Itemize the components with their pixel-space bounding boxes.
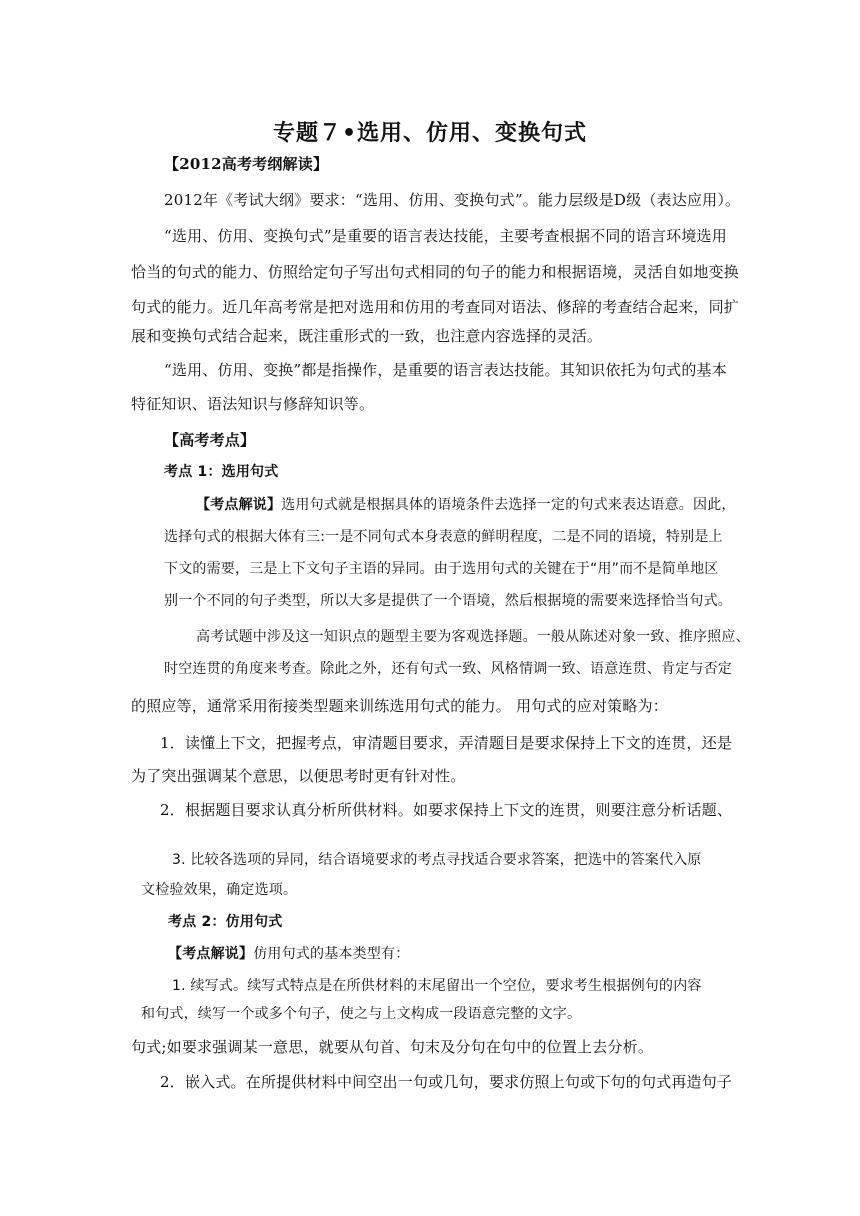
paragraph-line: “选用、仿用、变换句式”是重要的语言表达技能，主要考查根据不同的语言环境选用 xyxy=(164,227,727,245)
paragraph-line: 句式;如要求强调某一意思，就要从句首、句末及分句在句中的位置上去分析。 xyxy=(131,1038,654,1056)
paragraph-line: 句式的能力。近几年高考常是把对选用和仿用的考查同对语法、修辞的考查结合起来，同扩 xyxy=(131,298,740,316)
paragraph-syllabus-requirement: 2012年《考试大纲》要求：“选用、仿用、变换句式”。能力层级是D级（表达应用）。 xyxy=(164,191,741,209)
list-item-1: 1．读懂上下文，把握考点，审清题目要求，弄清题目是要求保持上下文的连贯，还是 xyxy=(160,734,733,752)
paragraph-line: 的照应等，通常采用衔接类型题来训练选用句式的能力。 用句式的应对策略为： xyxy=(131,697,668,715)
page-title: 专题７•选用、仿用、变换句式 xyxy=(272,121,588,146)
paragraph-line: 高考试题中涉及这一知识点的题型主要为客观选择题。一般从陈述对象一致、推序照应、 xyxy=(196,629,750,645)
exam-point-1-heading: 考点 1：选用句式 xyxy=(164,464,279,480)
list-item-2: 2．根据题目要求认真分析所供材料。如要求保持上下文的连贯，则要注意分析话题、 xyxy=(160,801,733,819)
exam-point-2-heading: 考点 2：仿用句式 xyxy=(168,914,283,930)
exam-point-1-explain xyxy=(196,495,736,515)
paragraph-line: 选择句式的根据大体有三:一是不同句式本身表意的鲜明程度，二是不同的语境，特别是上 xyxy=(164,529,723,545)
exam-point-2-explain xyxy=(168,944,409,964)
explain-text: 仿用句式的基本类型有： xyxy=(253,946,410,962)
list-item-embed-style: 2．嵌入式。在所提供材料中间空出一句或几句，要求仿照上句或下句的句式再造句子 xyxy=(160,1073,733,1091)
explain-text: 选用句式就是根据具体的语境条件去选择一定的句式来表达语意。因此， xyxy=(281,497,736,513)
paragraph-line: 时空连贯的角度来考查。除此之外，还有句式一致、风格情调一致、语意连贯、肯定与否定 xyxy=(164,661,732,677)
section-heading-exam-points: 【高考考点】 xyxy=(164,431,256,449)
paragraph-line: 展和变换句式结合起来，既注重形式的一致，也注意内容选择的灵活。 xyxy=(131,327,603,345)
paragraph-line: 特征知识、语法知识与修辞知识等。 xyxy=(131,395,375,413)
paragraph-line: 恰当的句式的能力、仿照给定句子写出句式相同的句子的能力和根据语境，灵活自如地变换 xyxy=(131,263,740,281)
list-item-3: 3. 比较各选项的异同，结合语境要求的考点寻找适合要求答案，把选中的答案代入原 xyxy=(172,852,702,868)
list-item-continue-style-continued: 和句式，续写一个或多个句子，使之与上文构成一段语意完整的文字。 xyxy=(141,1006,582,1022)
paragraph-line: “选用、仿用、变换”都是指操作，是重要的语言表达技能。其知识依托为句式的基本 xyxy=(164,361,727,379)
paragraph-line: 别一个不同的句子类型，所以大多是提供了一个语境，然后根据境的需要来选择恰当句式。 xyxy=(164,593,732,609)
list-item-3-continued: 文检验效果，确定选项。 xyxy=(141,882,298,898)
list-item-continue-style: 1. 续写式。续写式特点是在所供材料的末尾留出一个空位，要求考生根据例句的内容 xyxy=(172,978,702,994)
paragraph-line: 下文的需要，三是上下文句子主语的异同。由于选用句式的关键在于“用”而不是简单地区 xyxy=(164,561,719,577)
explain-label: 【考点解说】 xyxy=(196,497,282,513)
explain-label: 【考点解说】 xyxy=(168,946,254,962)
section-heading-syllabus: 【2012高考考纲解读】 xyxy=(164,155,329,173)
list-item-1-continued: 为了突出强调某个意思，以便思考时更有针对性。 xyxy=(131,767,466,785)
